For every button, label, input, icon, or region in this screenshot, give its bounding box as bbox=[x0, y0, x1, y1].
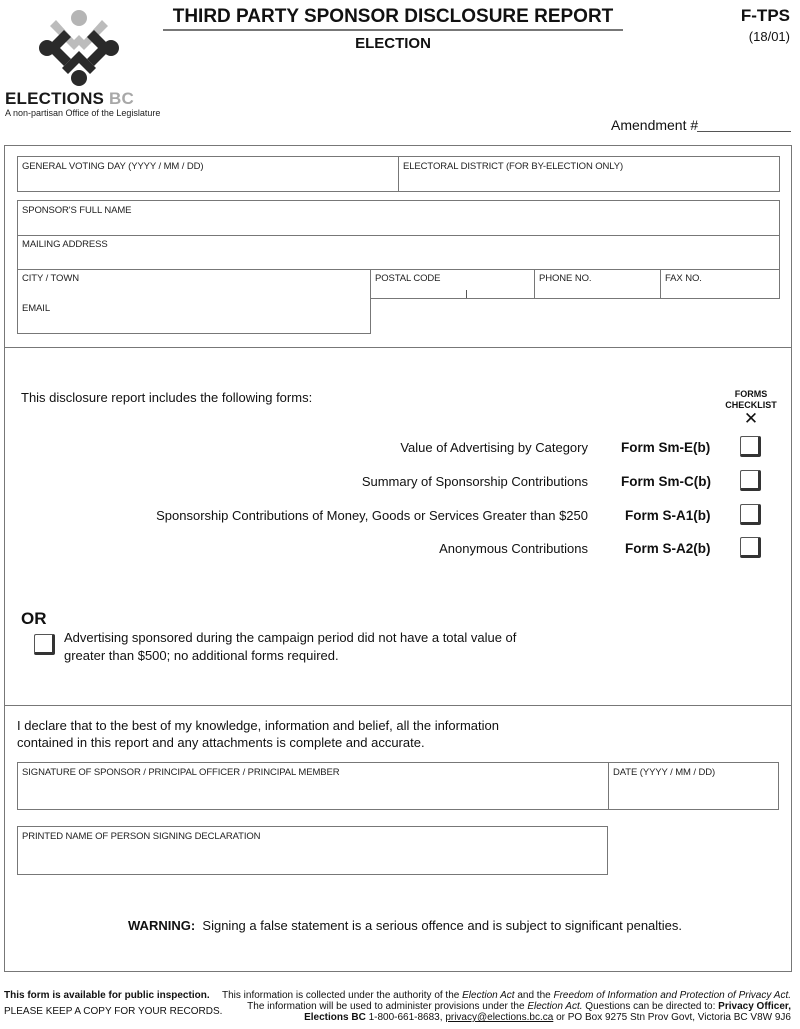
no-additional-forms-checkbox[interactable] bbox=[34, 634, 55, 655]
act-name: Freedom of Information and Protection of Privacy Act. bbox=[553, 990, 791, 1001]
privacy-contact: Privacy Officer, bbox=[718, 1001, 791, 1012]
date-label: DATE (YYYY / MM / DD) bbox=[613, 767, 716, 778]
postal-code-field[interactable] bbox=[371, 269, 534, 298]
privacy-text: and the bbox=[514, 990, 554, 1001]
phone-label: PHONE NO. bbox=[539, 273, 592, 284]
form-code: F-TPS bbox=[740, 6, 790, 25]
printed-name-label: PRINTED NAME OF PERSON SIGNING DECLARATION bbox=[22, 831, 261, 842]
fax-field[interactable] bbox=[661, 269, 779, 298]
form-item-code: Form S-A2(b) bbox=[625, 541, 711, 556]
form-item-description: Summary of Sponsorship Contributions bbox=[361, 474, 588, 489]
declaration-text-line2: contained in this report and any attachments is complete and accurate. bbox=[17, 735, 425, 750]
warning-notice bbox=[128, 918, 682, 933]
phone-field[interactable] bbox=[535, 269, 660, 298]
form-s-a1-checkbox[interactable] bbox=[740, 504, 761, 525]
privacy-text: This information is collected under the authority of the bbox=[221, 990, 463, 1001]
logo-tagline: A non-partisan Office of the Legislature bbox=[5, 108, 161, 118]
fax-label: FAX NO. bbox=[665, 273, 702, 284]
mailing-address-field[interactable] bbox=[18, 235, 779, 269]
section-divider bbox=[4, 347, 792, 348]
form-item-description: Value of Advertising by Category bbox=[400, 440, 588, 455]
logo-wordmark-suffix: BC bbox=[109, 89, 134, 108]
postal-code-split-tick bbox=[466, 290, 467, 298]
electoral-district-field[interactable] bbox=[399, 157, 779, 191]
page-subtitle: ELECTION bbox=[355, 35, 431, 52]
signature-date-row bbox=[17, 762, 779, 810]
email-label: EMAIL bbox=[22, 303, 51, 314]
or-label: OR bbox=[21, 609, 47, 628]
public-inspection-notice: This form is available for public inspection. bbox=[4, 990, 210, 1001]
forms-checklist-header bbox=[722, 389, 780, 411]
privacy-notice bbox=[222, 990, 791, 1023]
privacy-line2 bbox=[222, 1001, 791, 1012]
privacy-line1 bbox=[222, 990, 791, 1001]
alternative-text-line1: Advertising sponsored during the campaign period did not have a total value of bbox=[64, 630, 517, 645]
form-version: (18/01) bbox=[748, 29, 790, 44]
declaration-text-line1: I declare that to the best of my knowledge, information and belief, all the information bbox=[17, 718, 499, 733]
act-name: Election Act. bbox=[527, 1001, 583, 1012]
city-town-label: CITY / TOWN bbox=[22, 273, 79, 284]
amendment-input[interactable] bbox=[697, 118, 791, 132]
postal-code-label: POSTAL CODE bbox=[375, 273, 441, 284]
privacy-line3 bbox=[222, 1012, 791, 1023]
mailing-address-label: MAILING ADDRESS bbox=[22, 239, 108, 250]
keep-copy-notice: PLEASE KEEP A COPY FOR YOUR RECORDS. bbox=[4, 1006, 223, 1017]
signature-field[interactable] bbox=[18, 763, 608, 809]
org-name: Elections BC bbox=[304, 1012, 366, 1023]
checklist-x-icon: ✕ bbox=[743, 409, 759, 428]
alternative-text-line2: greater than $500; no additional forms required. bbox=[64, 648, 339, 663]
form-item-description: Sponsorship Contributions of Money, Goods or Services Greater than $250 bbox=[156, 508, 588, 523]
warning-text: Signing a false statement is a serious offence and is subject to significant penalties. bbox=[202, 918, 683, 933]
voting-day-district-row bbox=[17, 156, 780, 192]
form-item-code: Form Sm-E(b) bbox=[621, 440, 711, 455]
general-voting-day-field[interactable] bbox=[18, 157, 398, 191]
privacy-phone: 1-800-661-8683, bbox=[365, 1012, 446, 1023]
city-town-field[interactable] bbox=[18, 269, 370, 298]
logo-wordmark-main: ELECTIONS bbox=[5, 89, 105, 108]
form-sm-e-checkbox[interactable] bbox=[740, 436, 761, 457]
page-title: THIRD PARTY SPONSOR DISCLOSURE REPORT bbox=[163, 6, 623, 31]
privacy-text: The information will be used to administer provisions under the bbox=[247, 1001, 528, 1012]
sponsor-full-name-field[interactable] bbox=[18, 201, 779, 235]
checklist-header-line2: CHECKLIST bbox=[725, 400, 777, 410]
elections-bc-logo-icon bbox=[34, 8, 124, 88]
form-sm-c-checkbox[interactable] bbox=[740, 470, 761, 491]
checklist-header-line1: FORMS bbox=[734, 389, 768, 399]
section-divider bbox=[4, 705, 792, 706]
form-item-description: Anonymous Contributions bbox=[439, 541, 588, 556]
amendment-label: Amendment # bbox=[611, 117, 699, 133]
form-s-a2-checkbox[interactable] bbox=[740, 537, 761, 558]
date-field[interactable] bbox=[609, 763, 778, 809]
sponsor-contact-block bbox=[17, 200, 780, 299]
sponsor-full-name-label: SPONSOR'S FULL NAME bbox=[22, 205, 132, 216]
general-voting-day-label: GENERAL VOTING DAY (YYYY / MM / DD) bbox=[22, 161, 204, 172]
privacy-email-link[interactable]: privacy@elections.bc.ca bbox=[445, 1012, 554, 1023]
form-item-code: Form S-A1(b) bbox=[625, 508, 711, 523]
logo-wordmark bbox=[5, 89, 134, 109]
privacy-text: Questions can be directed to: bbox=[582, 1001, 719, 1012]
signature-label: SIGNATURE OF SPONSOR / PRINCIPAL OFFICER / PRINCIPAL MEMBER bbox=[22, 767, 340, 778]
electoral-district-label: ELECTORAL DISTRICT (FOR BY-ELECTION ONLY) bbox=[403, 161, 624, 172]
warning-label: WARNING: bbox=[128, 918, 196, 933]
printed-name-field[interactable] bbox=[17, 826, 608, 875]
forms-intro-text: This disclosure report includes the following forms: bbox=[21, 390, 313, 405]
act-name: Election Act bbox=[462, 990, 515, 1001]
email-field[interactable] bbox=[17, 297, 371, 334]
form-item-code: Form Sm-C(b) bbox=[621, 474, 711, 489]
privacy-address: or PO Box 9275 Stn Prov Govt, Victoria BC V8W 9J6 bbox=[553, 1012, 791, 1023]
